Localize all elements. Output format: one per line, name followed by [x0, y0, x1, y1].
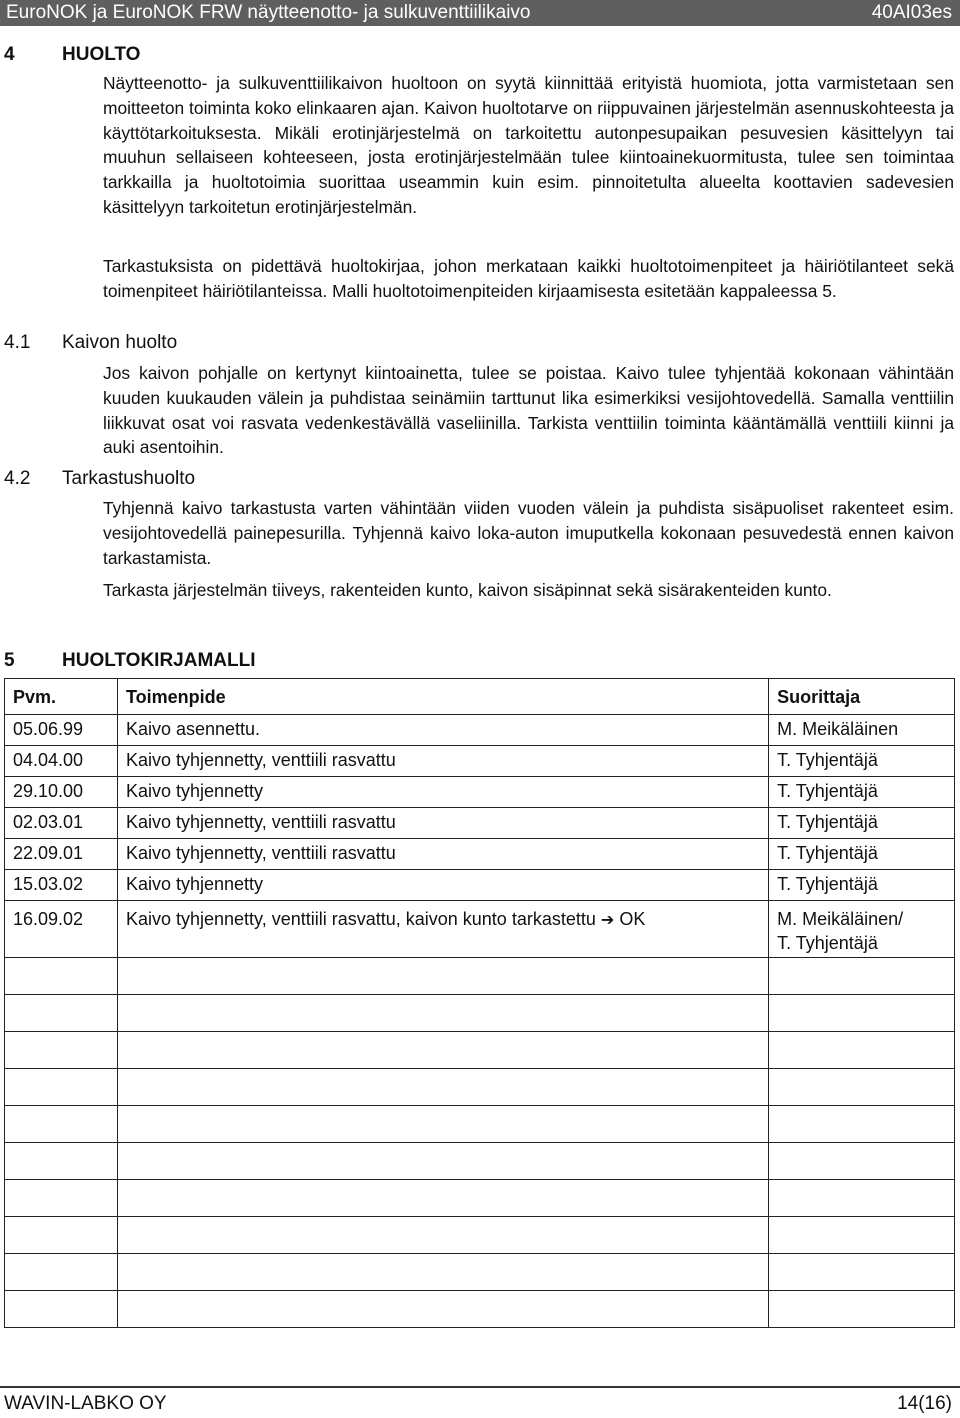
- empty-cell: [5, 1291, 118, 1328]
- empty-row: [5, 958, 955, 995]
- empty-cell: [117, 1217, 768, 1254]
- empty-cell: [769, 1069, 955, 1106]
- empty-cell: [117, 995, 768, 1032]
- section-4-2-paragraph-2: Tarkasta järjestelmän tiiveys, rakenteiden kunto, kaivon sisäpinnat sekä sisärakenteiden kunto.: [103, 580, 832, 600]
- section-4-heading: [4, 44, 140, 66]
- empty-cell: [5, 1254, 118, 1291]
- empty-cell: [5, 1217, 118, 1254]
- cell-date: 15.03.02: [5, 870, 118, 901]
- header-performer: Suorittaja: [769, 679, 955, 715]
- section-4-2-paragraph-1: Tyhjennä kaivo tarkastusta varten vähintään viiden vuoden välein ja puhdista sisäpuoliset rakenteet esim. vesijohtovedellä painepesurilla. Tyhjennä kaivo loka-auton imuputkella kokonaan pesuvedestä ennen kaivon tarkastamista.: [103, 498, 954, 568]
- cell-date: 16.09.02: [5, 901, 118, 958]
- cell-performer: M. Meikäläinen: [769, 715, 955, 746]
- table-row: [5, 715, 955, 746]
- table-row: [5, 777, 955, 808]
- cell-action: Kaivo tyhjennetty: [117, 777, 768, 808]
- empty-cell: [769, 1180, 955, 1217]
- document-code: 40AI03es: [871, 2, 952, 23]
- result-text: OK: [619, 909, 646, 929]
- empty-cell: [769, 1143, 955, 1180]
- cell-performer: T. Tyhjentäjä: [769, 808, 955, 839]
- cell-performer: T. Tyhjentäjä: [769, 746, 955, 777]
- cell-action: Kaivo tyhjennetty, venttiili rasvattu: [117, 746, 768, 777]
- empty-row: [5, 1069, 955, 1106]
- empty-cell: [5, 1106, 118, 1143]
- section-4-paragraph-1: Näytteenotto- ja sulkuventtiilikaivon huoltoon on syytä kiinnittää erityistä huomiota, jotta varmistetaan sen moitteeton toiminta koko elinkaaren ajan. Kaivon huoltotarve on riippuvainen järjestelmän asennuskohteesta ja käyttötarkoituksesta. Mikäli erotinjärjestelmä on tarkoitettu autonpesupaikan pesuvesien käsittelyyn tai muuhun sellaiseen kohteeseen, josta erotinjärjestelmään tulee kiintoainekuormitusta, tulee sen toimintaa tarkkailla ja huoltotoimia suorittaa useammin kuin esim. pinnoitetulta alueelta koottavien sadevesien käsittelyyn tarkoitetun erotinjärjestelmän.: [103, 73, 954, 217]
- empty-cell: [5, 958, 118, 995]
- cell-action: Kaivo asennettu.: [117, 715, 768, 746]
- cell-date: 29.10.00: [5, 777, 118, 808]
- document-title: EuroNOK ja EuroNOK FRW näytteenotto- ja sulkuventtiilikaivo: [6, 2, 531, 23]
- table-header-row: [5, 679, 955, 715]
- section-title: Tarkastushuolto: [62, 468, 196, 489]
- section-5-heading: [4, 650, 256, 672]
- empty-cell: [769, 1254, 955, 1291]
- header-date: Pvm.: [5, 679, 118, 715]
- section-number: 4.2: [4, 468, 31, 489]
- empty-row: [5, 1180, 955, 1217]
- empty-row: [5, 1143, 955, 1180]
- section-title: HUOLTO: [62, 44, 141, 65]
- empty-cell: [117, 1254, 768, 1291]
- empty-row: [5, 995, 955, 1032]
- empty-row: [5, 1106, 955, 1143]
- empty-row: [5, 1291, 955, 1328]
- table-row: [5, 808, 955, 839]
- empty-row: [5, 1032, 955, 1069]
- empty-cell: [5, 1180, 118, 1217]
- empty-cell: [117, 1069, 768, 1106]
- empty-cell: [769, 1032, 955, 1069]
- section-4-1-heading: [4, 332, 177, 354]
- empty-cell: [117, 1106, 768, 1143]
- footer-divider: [0, 1386, 960, 1388]
- empty-cell: [5, 1069, 118, 1106]
- empty-cell: [117, 958, 768, 995]
- cell-date: 02.03.01: [5, 808, 118, 839]
- section-title: HUOLTOKIRJAMALLI: [62, 650, 256, 671]
- section-4-2-heading: [4, 468, 195, 490]
- cell-performer: T. Tyhjentäjä: [769, 777, 955, 808]
- empty-cell: [5, 1032, 118, 1069]
- empty-cell: [117, 1032, 768, 1069]
- footer-company: WAVIN-LABKO OY: [4, 1393, 167, 1414]
- arrow-right-icon: ➔: [600, 912, 615, 929]
- section-4-1-paragraph: Jos kaivon pohjalle on kertynyt kiintoainetta, tulee se poistaa. Kaivo tulee tyhjentää kokonaan vähintään kuuden kuukauden välein ja puhdistaa seinämiin tarttunut lika esimerkiksi vesijohtovedellä. Samalla venttiilin liikkuvat osat voi rasvata vedenkestävällä vaseliinilla. Tarkista venttiilin toiminta kääntämällä venttiili kiinni ja auki asentoihin.: [103, 363, 954, 458]
- section-number: 5: [4, 650, 15, 671]
- performer-line-1: M. Meikäläinen/: [777, 909, 904, 929]
- section-number: 4.1: [4, 332, 31, 353]
- empty-cell: [117, 1143, 768, 1180]
- cell-date: 04.04.00: [5, 746, 118, 777]
- empty-cell: [769, 995, 955, 1032]
- cell-action: Kaivo tyhjennetty: [117, 870, 768, 901]
- cell-action: Kaivo tyhjennetty, venttiili rasvattu: [117, 808, 768, 839]
- empty-cell: [769, 1291, 955, 1328]
- performer-line-2: T. Tyhjentäjä: [777, 933, 878, 953]
- table-row: [5, 746, 955, 777]
- action-text: Kaivo tyhjennetty, venttiili rasvattu, kaivon kunto tarkastettu: [125, 909, 596, 929]
- maintenance-log-table: [4, 678, 955, 1328]
- cell-action: [117, 901, 768, 958]
- footer-page-number: 14(16): [897, 1393, 952, 1414]
- empty-cell: [5, 1143, 118, 1180]
- empty-row: [5, 1217, 955, 1254]
- table-row: [5, 839, 955, 870]
- empty-cell: [769, 1217, 955, 1254]
- cell-performer: T. Tyhjentäjä: [769, 839, 955, 870]
- empty-cell: [5, 995, 118, 1032]
- cell-date: 22.09.01: [5, 839, 118, 870]
- cell-performer: T. Tyhjentäjä: [769, 870, 955, 901]
- section-title: Kaivon huolto: [62, 332, 178, 353]
- table-row: [5, 870, 955, 901]
- empty-cell: [117, 1291, 768, 1328]
- table-row: [5, 901, 955, 958]
- empty-row: [5, 1254, 955, 1291]
- empty-cell: [117, 1180, 768, 1217]
- section-4-paragraph-2: Tarkastuksista on pidettävä huoltokirjaa, johon merkataan kaikki huoltotoimenpiteet ja häiriötilanteet sekä toimenpiteet häiriötilanteissa. Malli huoltotoimenpiteiden kirjaamisesta esitetään kappaleessa 5.: [103, 256, 954, 301]
- cell-date: 05.06.99: [5, 715, 118, 746]
- empty-cell: [769, 1106, 955, 1143]
- page-header: [0, 0, 960, 26]
- section-number: 4: [4, 44, 15, 65]
- cell-action: Kaivo tyhjennetty, venttiili rasvattu: [117, 839, 768, 870]
- empty-cell: [769, 958, 955, 995]
- header-action: Toimenpide: [117, 679, 768, 715]
- cell-performer: [769, 901, 955, 958]
